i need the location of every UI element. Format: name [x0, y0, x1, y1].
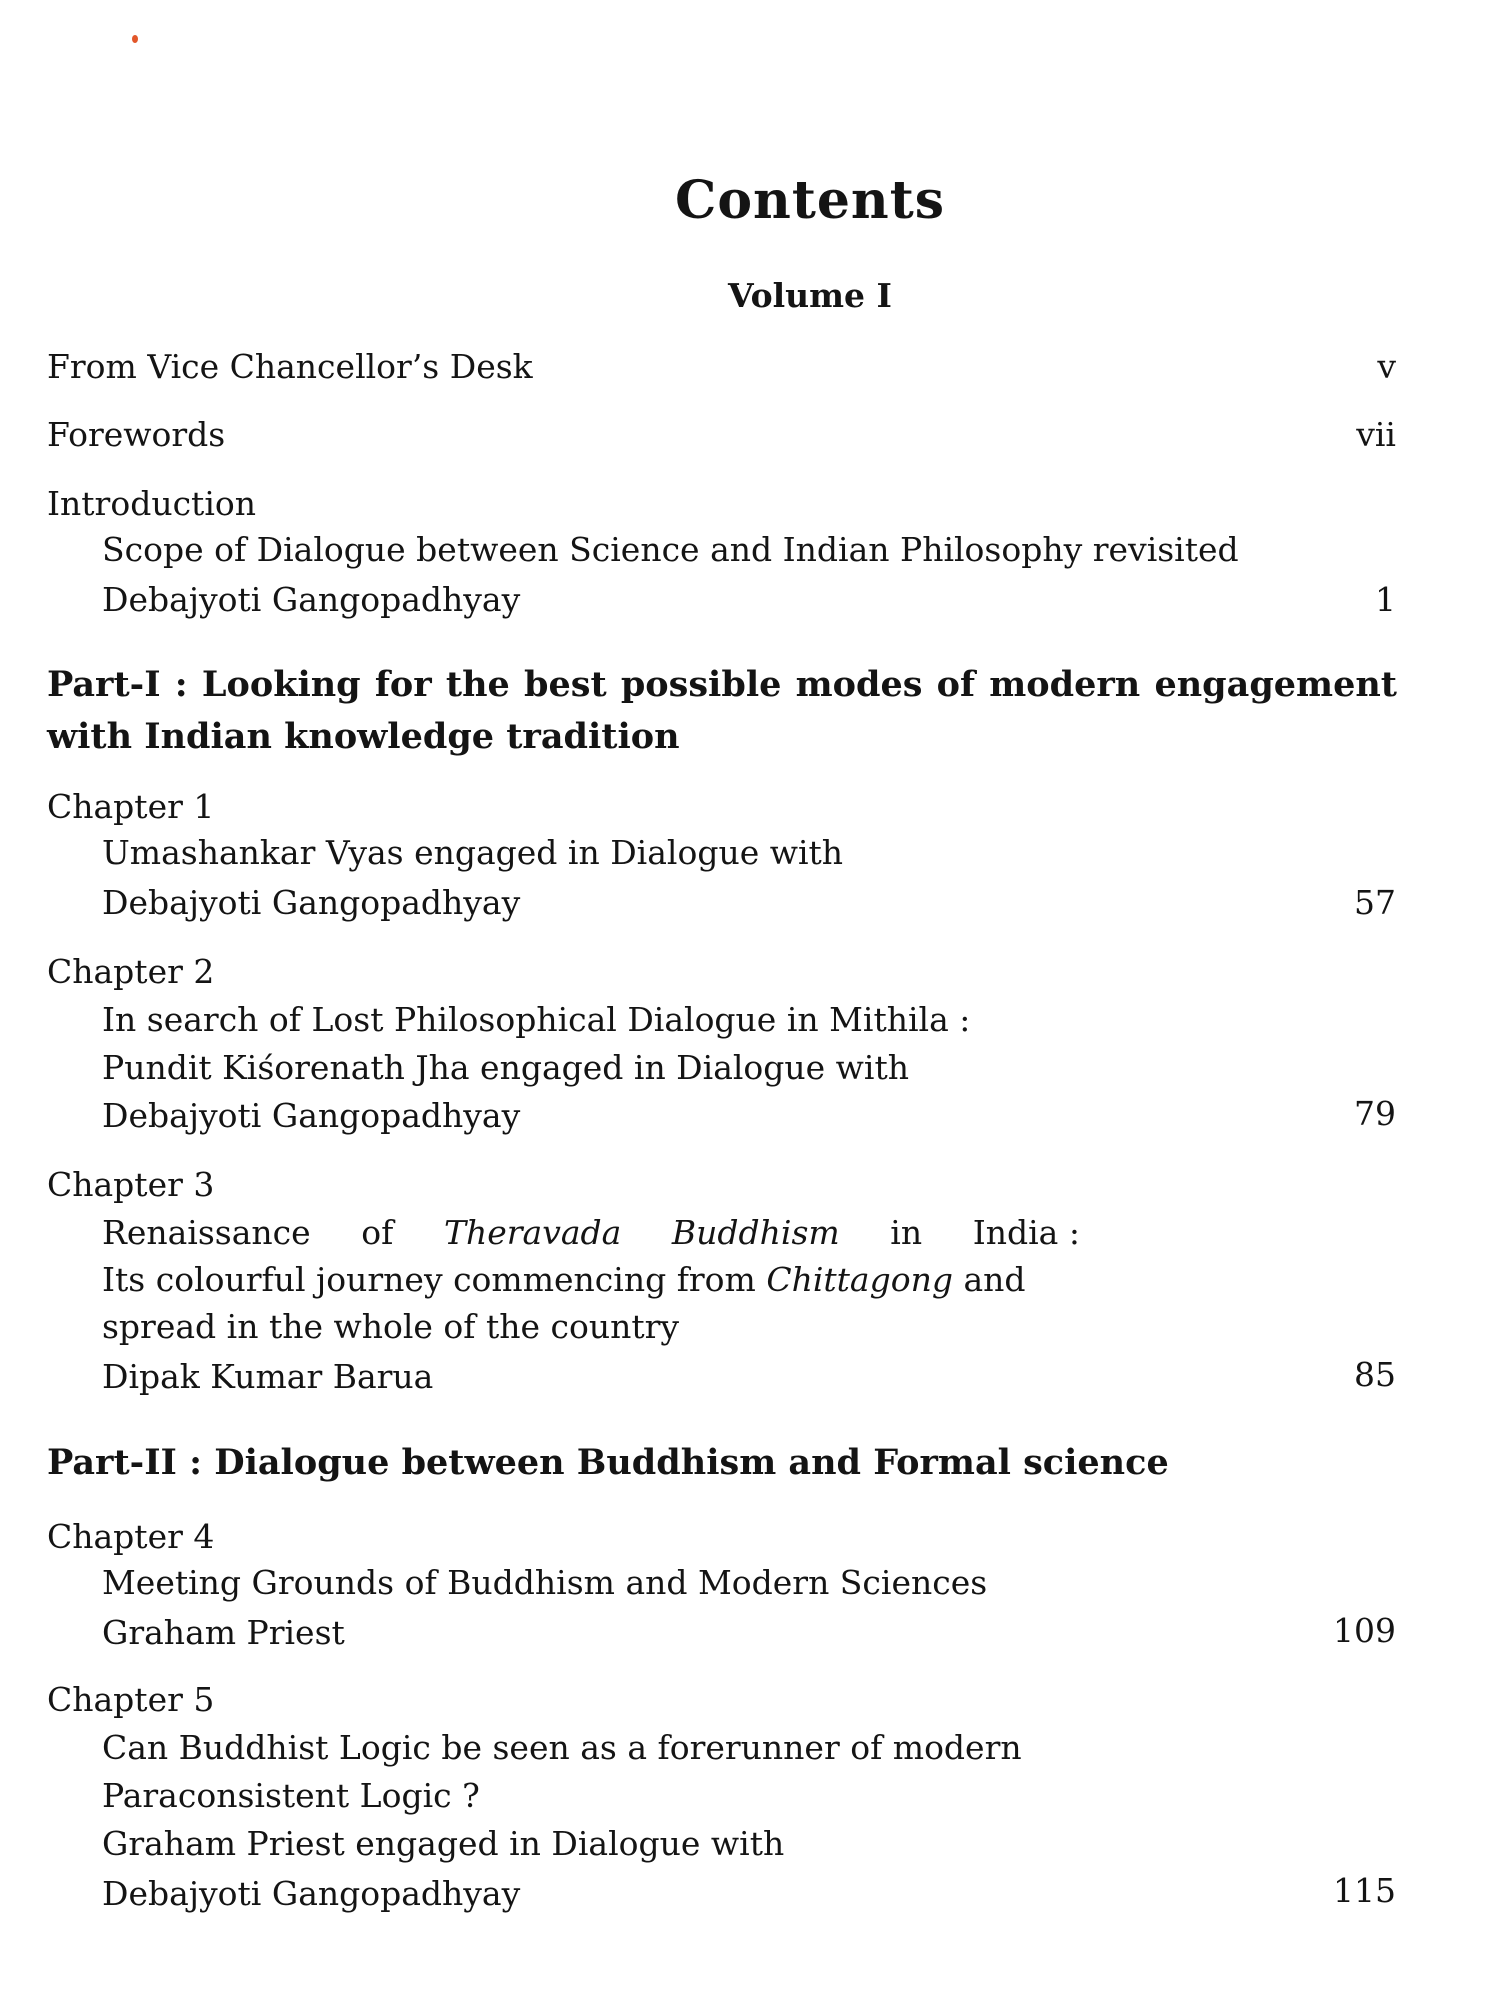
toc-entry-title[interactable]: Can Buddhist Logic be seen as a forerunner of modern	[102, 1728, 1022, 1767]
justified-title-line	[102, 1213, 1080, 1252]
title-word-italic: Theravada	[443, 1213, 622, 1252]
title-word: Renaissance	[102, 1213, 311, 1252]
toc-page-number: 1	[1375, 580, 1396, 619]
toc-chapter-label[interactable]: Chapter 3	[47, 1165, 215, 1204]
part-heading-word: for	[374, 664, 432, 705]
title-text-italic: Chittagong	[766, 1260, 953, 1299]
toc-chapter-label[interactable]: Chapter 1	[47, 787, 215, 826]
toc-entry-title[interactable]: Umashankar Vyas engaged in Dialogue with	[102, 833, 844, 872]
toc-page-number: vii	[1356, 415, 1396, 454]
toc-entry-introduction[interactable]: Introduction	[47, 484, 256, 523]
title-text: and	[952, 1260, 1026, 1299]
toc-entry-author: Debajyoti Gangopadhyay	[102, 1874, 521, 1913]
toc-page-number: 85	[1354, 1355, 1396, 1394]
part-heading-word: the	[445, 664, 510, 705]
volume-heading: Volume I	[728, 276, 892, 315]
toc-entry-title[interactable]	[102, 1260, 1026, 1299]
toc-entry-title[interactable]	[102, 1213, 1080, 1252]
toc-entry-title[interactable]: Meeting Grounds of Buddhism and Modern Sciences	[102, 1563, 988, 1602]
title-word: of	[361, 1213, 394, 1252]
toc-chapter-label[interactable]: Chapter 2	[47, 952, 215, 991]
part-heading-1	[47, 664, 1397, 705]
title-word-italic: Buddhism	[671, 1213, 840, 1252]
part-heading-word: possible	[620, 664, 782, 705]
part-heading-word: engagement	[1154, 664, 1397, 705]
toc-entry-title[interactable]: spread in the whole of the country	[102, 1307, 680, 1346]
toc-page-number: 57	[1354, 883, 1396, 922]
part-heading-line	[47, 664, 1397, 705]
part-heading-word: :	[174, 664, 188, 705]
toc-entry-title[interactable]: Paraconsistent Logic ?	[102, 1776, 480, 1815]
part-heading-word: Looking	[201, 664, 361, 705]
toc-entry-forewords[interactable]: Forewords	[47, 415, 226, 454]
toc-chapter-label[interactable]: Chapter 5	[47, 1680, 215, 1719]
toc-entry-author: Debajyoti Gangopadhyay	[102, 883, 521, 922]
part-heading-word: of	[936, 664, 976, 705]
toc-entry-title[interactable]: Pundit Kiśorenath Jha engaged in Dialogue with	[102, 1048, 910, 1087]
part-heading-word: modern	[989, 664, 1141, 705]
toc-entry-title[interactable]: Graham Priest engaged in Dialogue with	[102, 1824, 785, 1863]
toc-entry-author: Graham Priest	[102, 1613, 345, 1652]
toc-page-number: 79	[1354, 1094, 1396, 1133]
toc-entry-vc-desk[interactable]: From Vice Chancellor’s Desk	[47, 347, 533, 386]
toc-page-number: 109	[1333, 1611, 1396, 1650]
part-heading-word: best	[524, 664, 607, 705]
toc-chapter-label[interactable]: Chapter 4	[47, 1517, 215, 1556]
toc-entry-title[interactable]: In search of Lost Philosophical Dialogue in Mithila :	[102, 1000, 971, 1039]
title-text: Its colourful journey commencing from	[102, 1260, 767, 1299]
toc-page-number: 115	[1333, 1871, 1396, 1910]
part-heading-word: Part-I	[47, 664, 161, 705]
part-heading-2: Part-II : Dialogue between Buddhism and Formal science	[47, 1442, 1169, 1483]
part-heading-1-line2: with Indian knowledge tradition	[47, 716, 680, 757]
toc-page-number: v	[1377, 347, 1396, 386]
toc-entry-author: Debajyoti Gangopadhyay	[102, 580, 521, 619]
toc-entry-title[interactable]: Scope of Dialogue between Science and Indian Philosophy revisited	[102, 530, 1239, 569]
part-heading-word: modes	[795, 664, 923, 705]
ink-dot	[132, 35, 138, 43]
toc-entry-author: Debajyoti Gangopadhyay	[102, 1096, 521, 1135]
title-word: India :	[972, 1213, 1080, 1252]
page-title: Contents	[674, 170, 946, 231]
title-word: in	[890, 1213, 923, 1252]
toc-entry-author: Dipak Kumar Barua	[102, 1357, 434, 1396]
